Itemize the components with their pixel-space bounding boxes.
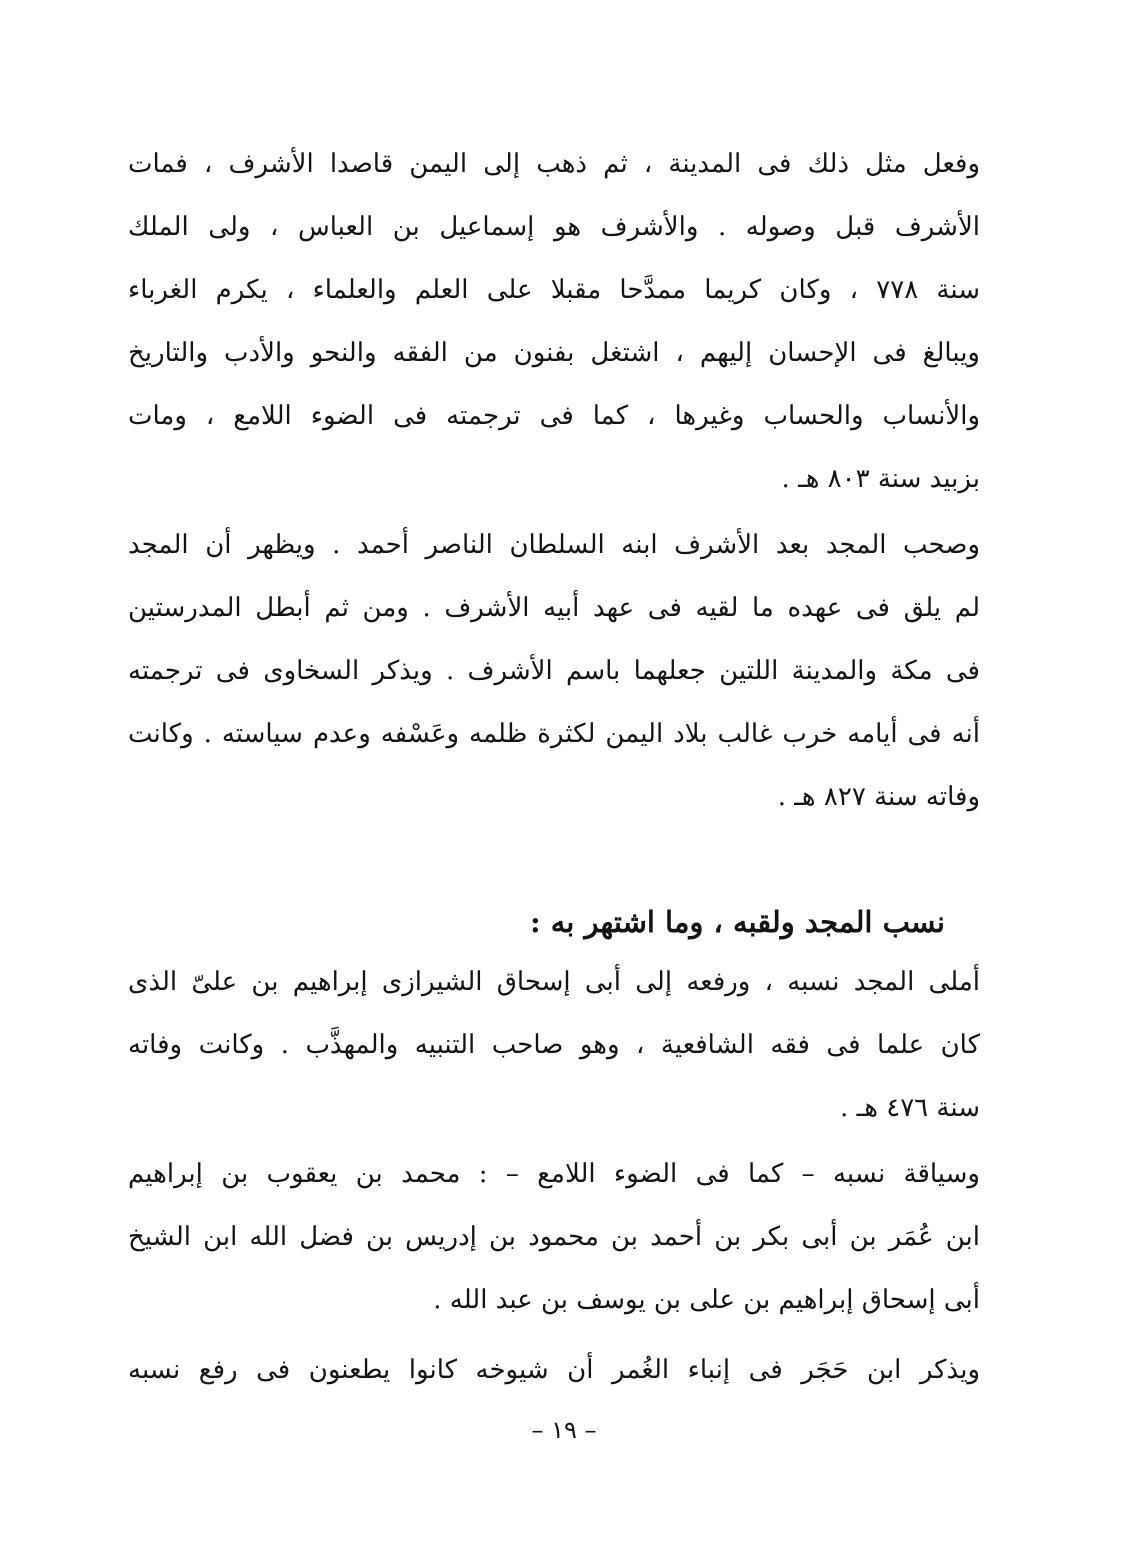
paragraph-lineage-chain [128,1143,980,1332]
text-line: وسياقة نسبه – كما فى الضوء اللامع – : محمد بن يعقوب بن إبراهيم [128,1159,980,1189]
text-line: كان علما فى فقه الشافعية ، وهو صاحب التنبيه والمهذَّب . وكانت وفاته [128,1030,980,1060]
text-line: ويبالغ فى الإحسان إليهم ، اشتغل بفنون من الفقه والنحو والأدب والتاريخ [128,338,980,368]
text-line: ابن عُمَر بن أبى بكر بن أحمد بن محمود بن إدريس بن فضل الله ابن الشيخ [128,1222,980,1252]
text-line: أملى المجد نسبه ، ورفعه إلى أبى إسحاق الشيرازى إبراهيم بن علىّ الذى [128,967,980,997]
text-line: ويذكر ابن حَجَر فى إنباء الغُمر أن شيوخه كانوا يطعنون فى رفع نسبه [128,1355,980,1385]
paragraph-nasir-ahmad [128,514,980,829]
paragraph-lineage-dictation [128,951,980,1140]
page-number: – ١٩ – [531,1416,597,1444]
text-line: سنة ٤٧٦ هـ . [840,1093,980,1123]
text-line: وفاته سنة ٨٢٧ هـ . [777,782,980,812]
text-line: بزبيد سنة ٨٠٣ هـ . [781,464,980,494]
text-line: لم يلق فى عهده ما لقيه فى عهد أبيه الأشرف . ومن ثم أبطل المدرستين [128,593,980,623]
text-line: أبى إسحاق إبراهيم بن على بن يوسف بن عبد الله . [433,1285,980,1315]
text-line: والأنساب والحساب وغيرها ، كما فى ترجمته فى الضوء اللامع ، ومات [128,401,980,431]
text-line: سنة ٧٧٨ ، وكان كريما ممدَّحا مقبلا على العلم والعلماء ، يكرم الغرباء [128,275,980,305]
text-line: فى مكة والمدينة اللتين جعلهما باسم الأشرف . ويذكر السخاوى فى ترجمته [128,656,980,686]
text-line: أنه فى أيامه خرب غالب بلاد اليمن لكثرة ظلمه وعَسْفه وعدم سياسته . وكانت [128,719,980,749]
text-line: وفعل مثل ذلك فى المدينة ، ثم ذهب إلى اليمن قاصدا الأشرف ، فمات [128,149,980,179]
text-line: وصحب المجد بعد الأشرف ابنه السلطان الناصر أحمد . ويظهر أن المجد [128,530,980,560]
text-line: الأشرف قبل وصوله . والأشرف هو إسماعيل بن العباس ، ولى الملك [128,212,980,242]
paragraph-ibn-hajar [128,1339,980,1402]
section-heading: نسب المجد ولقبه ، وما اشتهر به : [529,905,945,940]
paragraph-ashraf-death [128,133,980,511]
